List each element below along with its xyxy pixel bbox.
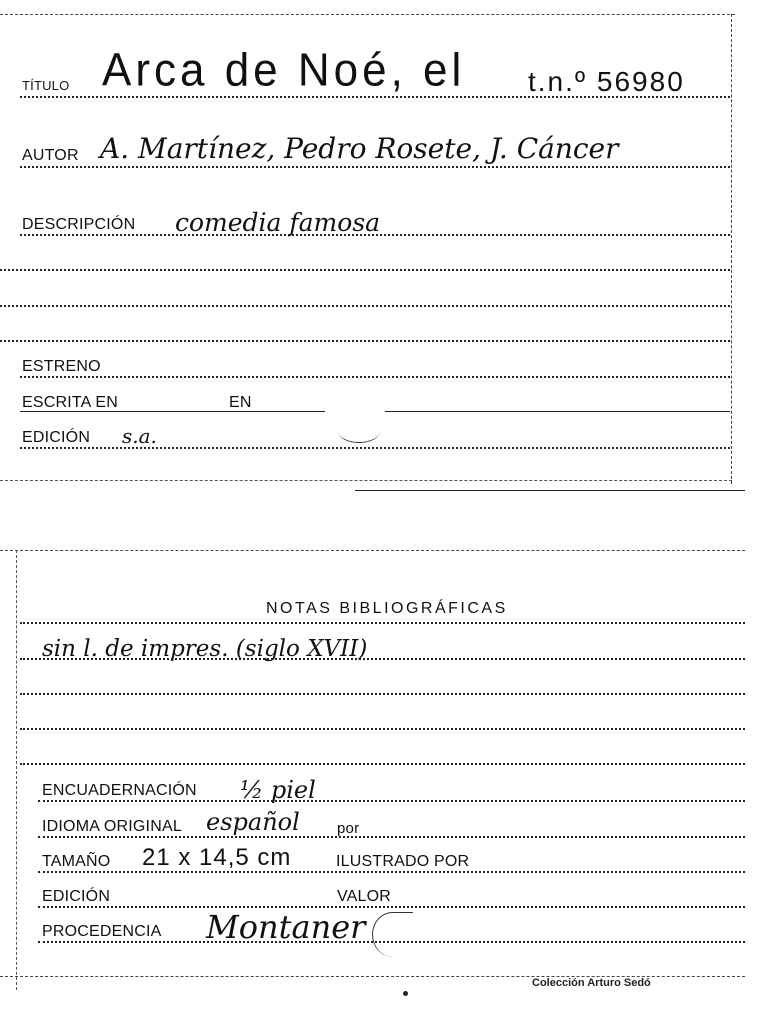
tamano-line <box>38 871 745 873</box>
descripcion-line-1 <box>20 234 730 236</box>
escrita-en-label: ESCRITA EN <box>22 394 118 411</box>
titulo-line <box>20 96 730 98</box>
escrita-line <box>20 411 325 412</box>
card-top-edge <box>0 550 745 551</box>
procedencia-label: PROCEDENCIA <box>42 923 162 940</box>
descripcion-line-4 <box>0 340 730 342</box>
edicion-line <box>20 447 730 449</box>
card-top-edge <box>0 14 735 15</box>
heading-line <box>20 622 745 624</box>
notas-value: sin l. de impres. (siglo XVII) <box>42 636 368 662</box>
notas-line-1 <box>20 658 745 660</box>
idioma-line <box>38 836 745 838</box>
escrita-line-right <box>385 411 730 412</box>
encuadernacion-label: ENCUADERNACIÓN <box>42 782 197 799</box>
ink-speck <box>403 991 408 996</box>
edicion-line <box>38 906 745 908</box>
collection-footer: Colección Arturo Sedó <box>532 977 651 989</box>
valor-label: VALOR <box>337 888 392 905</box>
catalog-card-top <box>0 0 759 500</box>
por-label: por <box>337 820 360 837</box>
procedencia-value: Montaner <box>206 908 366 946</box>
card-bottom-shadow-line <box>355 490 745 491</box>
descripcion-line-3 <box>0 305 730 307</box>
catalog-number: t.n.º 56980 <box>528 66 685 97</box>
descripcion-line-2 <box>0 269 730 271</box>
paper-arc-mark <box>338 420 380 443</box>
card-bottom-edge <box>0 480 732 481</box>
estreno-line <box>20 376 730 378</box>
catalog-card-bottom <box>0 540 759 1028</box>
card-right-edge <box>731 14 732 484</box>
encuadernacion-value: ½ piel <box>240 776 316 804</box>
titulo-label: TÍTULO <box>22 78 70 93</box>
paper-arc-mark <box>372 912 413 957</box>
idioma-value: español <box>206 808 300 836</box>
en-label: EN <box>229 394 252 411</box>
encuadernacion-line <box>38 800 745 802</box>
descripcion-label: DESCRIPCIÓN <box>22 216 136 233</box>
edicion-value: s.a. <box>122 424 157 448</box>
notas-heading: NOTAS BIBLIOGRÁFICAS <box>266 600 508 617</box>
edicion-label: EDICIÓN <box>42 888 111 905</box>
notas-line-2 <box>20 693 745 695</box>
tamano-label: TAMAÑO <box>42 853 111 870</box>
card-left-edge <box>16 550 17 990</box>
notas-line-3 <box>20 728 745 730</box>
autor-line <box>20 166 730 168</box>
idioma-label: IDIOMA ORIGINAL <box>42 818 182 835</box>
titulo-value: Arca de Noé, el <box>102 44 466 97</box>
tamano-value: 21 x 14,5 cm <box>142 844 292 871</box>
ilustrado-label: ILUSTRADO POR <box>336 853 470 870</box>
estreno-label: ESTRENO <box>22 358 101 375</box>
autor-label: AUTOR <box>22 147 79 164</box>
descripcion-value: comedia famosa <box>175 208 381 237</box>
notas-line-4 <box>20 763 745 765</box>
autor-value: A. Martínez, Pedro Rosete, J. Cáncer <box>100 132 619 165</box>
edicion-label: EDICIÓN <box>22 429 91 446</box>
